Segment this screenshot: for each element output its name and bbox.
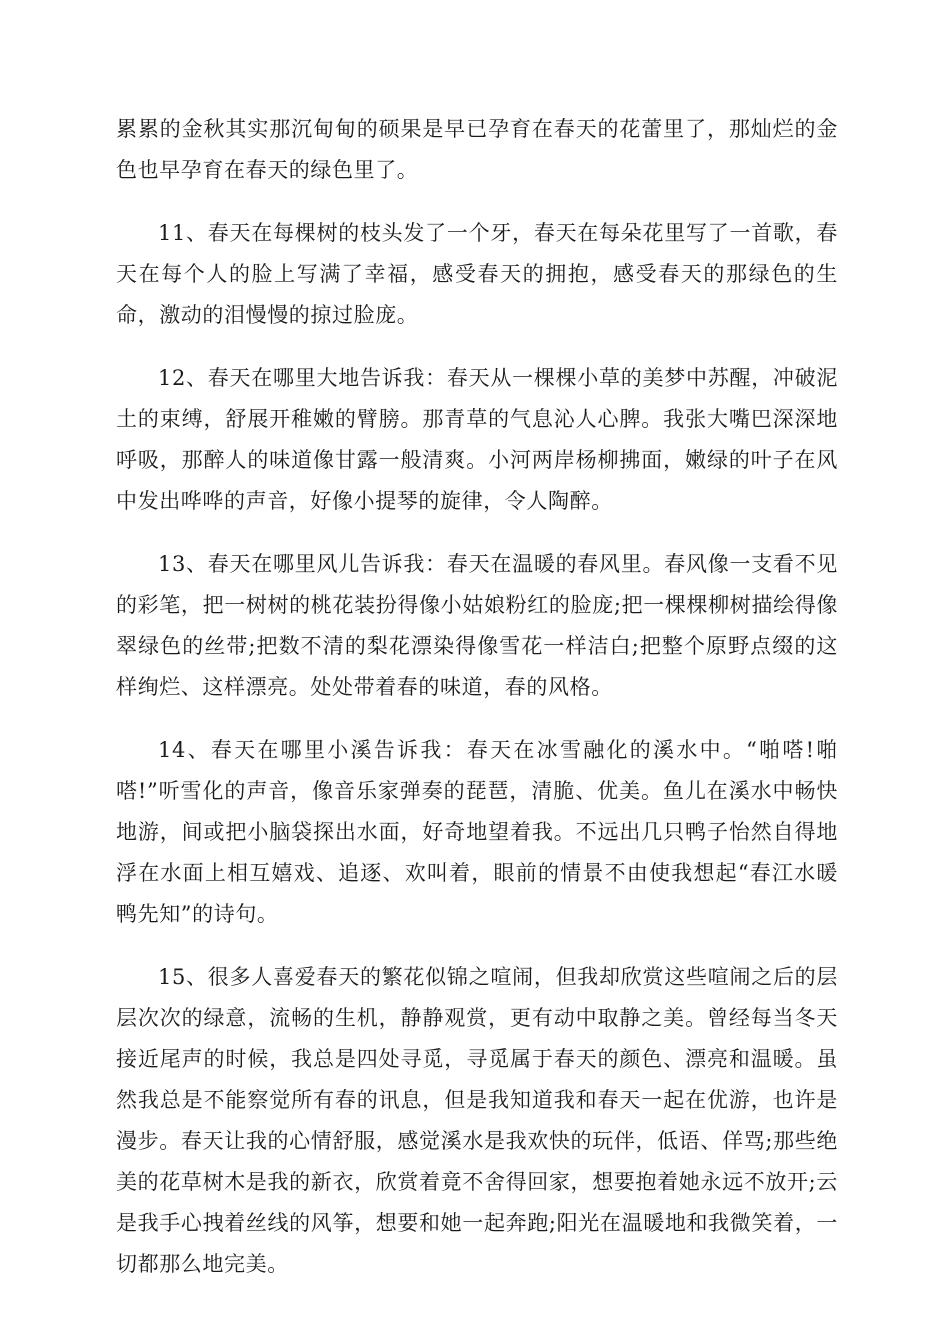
paragraph-intro: 累累的金秋其实那沉甸甸的硕果是早已孕育在春天的花蕾里了，那灿烂的金色也早孕育在春天的绿色里了。 — [116, 117, 838, 182]
paragraph-13: 13、春天在哪里风儿告诉我：春天在温暖的春风里。春风像一支看不见的彩笔，把一树树的桃花装扮得像小姑娘粉红的脸庞;把一棵棵柳树描绘得像翠绿色的丝带;把数不清的梨花漂染得像雪花一样洁白;把整个原野点缀的这样绚烂、这样漂亮。处处带着春的味道，春的风格。 — [116, 552, 838, 699]
paragraph-15: 15、很多人喜爱春天的繁花似锦之喧闹，但我却欣赏这些喧闹之后的层层次次的绿意，流畅的生机，静静观赏，更有动中取静之美。曾经每当冬天接近尾声的时候，我总是四处寻觅，寻觅属于春天的颜色、漂亮和温暖。虽然我总是不能察觉所有春的讯息，但是我知道我和春天一起在优游，也许是漫步。春天让我的心情舒服，感觉溪水是我欢快的玩伴，低语、佯骂;那些绝美的花草树木是我的新衣，欣赏着竟不舍得回家，想要抱着她永远不放开;云是我手心拽着丝线的风筝，想要和她一起奔跑;阳光在温暖地和我微笑着，一切都那么地完美。 — [116, 965, 838, 1276]
paragraph-14: 14、春天在哪里小溪告诉我：春天在冰雪融化的溪水中。“啪嗒!啪嗒!”听雪化的声音，像音乐家弹奏的琵琶，清脆、优美。鱼儿在溪水中畅快地游，间或把小脑袋探出水面，好奇地望着我。不远出几只鸭子怡然自得地浮在水面上相互嬉戏、追逐、欢叫着，眼前的情景不由使我想起“春江水暖鸭先知”的诗句。 — [116, 738, 838, 926]
paragraph-11: 11、春天在每棵树的枝头发了一个牙，春天在每朵花里写了一首歌，春天在每个人的脸上写满了幸福，感受春天的拥抱，感受春天的那绿色的生命，激动的泪慢慢的掠过脸庞。 — [116, 221, 838, 327]
document-body — [116, 109, 838, 1307]
paragraph-12: 12、春天在哪里大地告诉我：春天从一棵棵小草的美梦中苏醒，冲破泥土的束缚，舒展开稚嫩的臂膀。那青草的气息沁人心脾。我张大嘴巴深深地呼吸，那醉人的味道像甘露一般清爽。小河两岸杨柳拂面，嫩绿的叶子在风中发出哗哗的声音，好像小提琴的旋律，令人陶醉。 — [116, 366, 838, 513]
